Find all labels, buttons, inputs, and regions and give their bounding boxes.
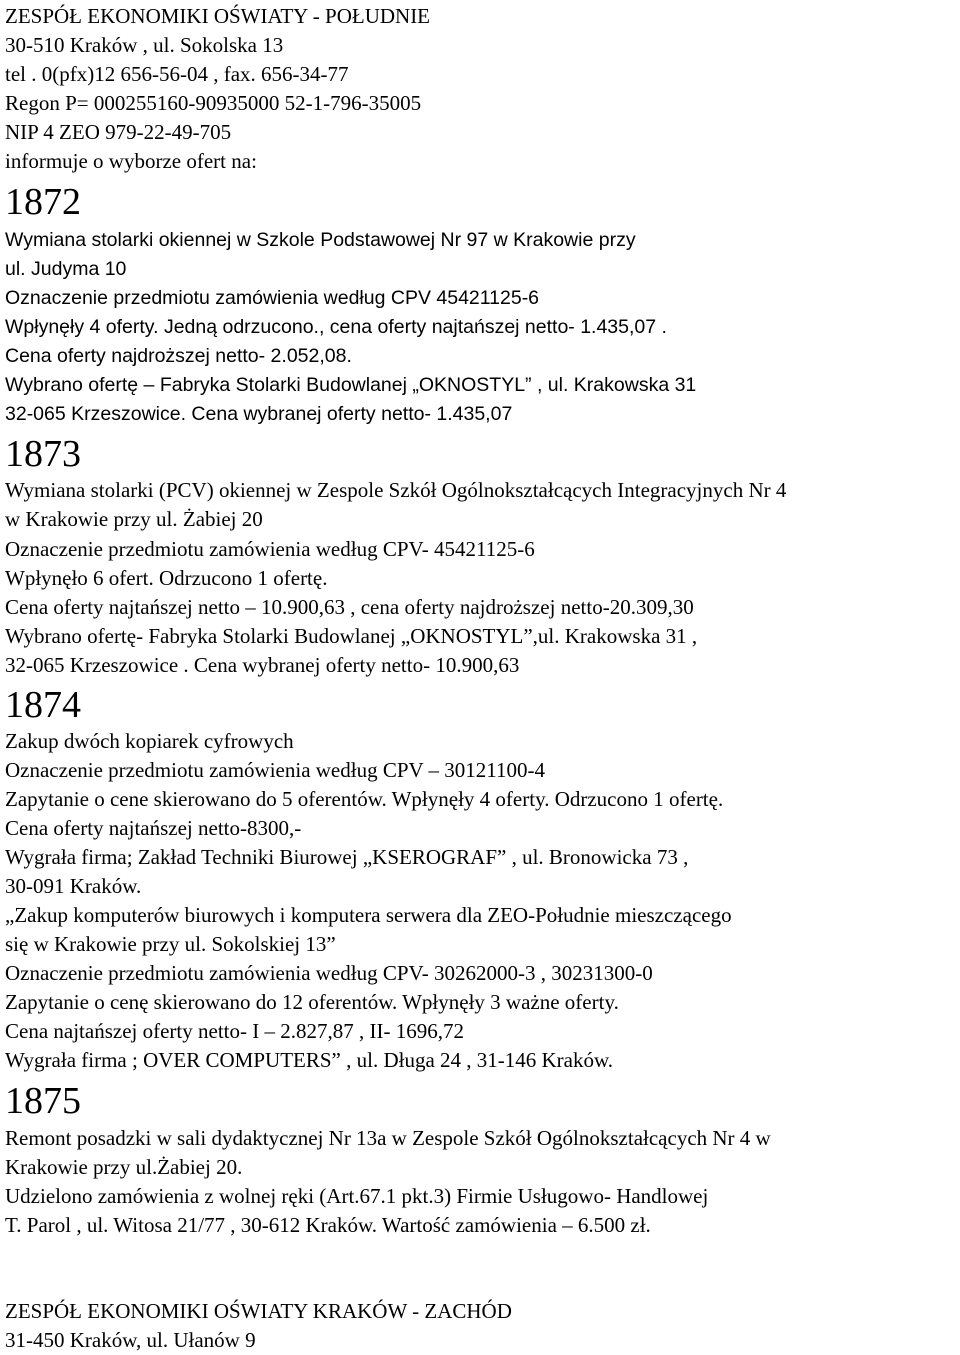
entry-line: Wpłynęły 4 oferty. Jedną odrzucono., cena oferty najtańszej netto- 1.435,07 . (5, 316, 667, 338)
entry-number: 1873 (5, 433, 81, 475)
entry-line: Oznaczenie przedmiotu zamówienia według CPV- 30262000-3 , 30231300-0 (5, 961, 653, 985)
entry-line: 32-065 Krzeszowice . Cena wybranej oferty netto- 10.900,63 (5, 653, 520, 677)
entry-line: Cena oferty najtańszej netto – 10.900,63 , cena oferty najdroższej netto-20.309,30 (5, 595, 694, 619)
entry-line: w Krakowie przy ul. Żabiej 20 (5, 507, 263, 531)
entry-line: 30-091 Kraków. (5, 874, 142, 898)
entry-number: 1874 (5, 684, 81, 726)
entry-line: Wpłynęło 6 ofert. Odrzucono 1 ofertę. (5, 566, 328, 590)
org-phone: tel . 0(pfx)12 656-56-04 , fax. 656-34-77 (5, 62, 349, 86)
entry-line: T. Parol , ul. Witosa 21/77 , 30-612 Kraków. Wartość zamówienia – 6.500 zł. (5, 1213, 651, 1237)
entry-number: 1872 (5, 181, 81, 223)
entry-line: się w Krakowie przy ul. Sokolskiej 13” (5, 932, 336, 956)
org-address: 30-510 Kraków , ul. Sokolska 13 (5, 33, 284, 57)
entry-line: Oznaczenie przedmiotu zamówienia według CPV 45421125-6 (5, 287, 540, 309)
entry-line: Udzielono zamówienia z wolnej ręki (Art.67.1 pkt.3) Firmie Usługowo- Handlowej (5, 1184, 709, 1208)
entry-line: Wybrano ofertę- Fabryka Stolarki Budowlanej „OKNOSTYL”,ul. Krakowska 31 , (5, 624, 698, 648)
entry-line: ul. Judyma 10 (5, 258, 127, 280)
entry-line: Zapytanie o cene skierowano do 5 oferentów. Wpłynęły 4 oferty. Odrzucono 1 ofertę. (5, 787, 724, 811)
entry-line: Oznaczenie przedmiotu zamówienia według CPV – 30121100-4 (5, 758, 546, 782)
entry-line: 32-065 Krzeszowice. Cena wybranej oferty netto- 1.435,07 (5, 403, 513, 425)
entry-line: Wygrała firma; Zakład Techniki Biurowej „KSEROGRAF” , ul. Bronowicka 73 , (5, 845, 689, 869)
entry-number: 1875 (5, 1080, 81, 1122)
entry-line: Cena oferty najtańszej netto-8300,- (5, 816, 302, 840)
footer-address: 31-450 Kraków, ul. Ułanów 9 (5, 1328, 256, 1352)
org-regon: Regon P= 000255160-90935000 52-1-796-35005 (5, 91, 422, 115)
entry-line: Cena najtańszej oferty netto- I – 2.827,87 , II- 1696,72 (5, 1019, 464, 1043)
org-nip: NIP 4 ZEO 979-22-49-705 (5, 120, 232, 144)
intro-text: informuje o wyborze ofert na: (5, 149, 257, 173)
entry-line: Wygrała firma ; OVER COMPUTERS” , ul. Długa 24 , 31-146 Kraków. (5, 1048, 614, 1072)
entry-line: Wymiana stolarki okiennej w Szkole Podstawowej Nr 97 w Krakowie przy (5, 229, 636, 251)
entry-line: Wymiana stolarki (PCV) okiennej w Zespole Szkół Ogólnokształcących Integracyjnych Nr 4 (5, 478, 787, 502)
entry-line: Zapytanie o cenę skierowano do 12 oferentów. Wpłynęły 3 ważne oferty. (5, 990, 619, 1014)
footer-org-name: ZESPÓŁ EKONOMIKI OŚWIATY KRAKÓW - ZACHÓD (5, 1299, 512, 1323)
entry-line: Cena oferty najdroższej netto- 2.052,08. (5, 345, 352, 367)
org-name: ZESPÓŁ EKONOMIKI OŚWIATY - POŁUDNIE (5, 4, 431, 28)
entry-line: Oznaczenie przedmiotu zamówienia według CPV- 45421125-6 (5, 537, 535, 561)
entry-line: Zakup dwóch kopiarek cyfrowych (5, 729, 294, 753)
entry-line: Krakowie przy ul.Żabiej 20. (5, 1155, 243, 1179)
entry-line: Remont posadzki w sali dydaktycznej Nr 13a w Zespole Szkół Ogólnokształcących Nr 4 w (5, 1126, 771, 1150)
entry-line: „Zakup komputerów biurowych i komputera serwera dla ZEO-Południe mieszczącego (5, 903, 732, 927)
entry-line: Wybrano ofertę – Fabryka Stolarki Budowlanej „OKNOSTYL” , ul. Krakowska 31 (5, 374, 697, 396)
